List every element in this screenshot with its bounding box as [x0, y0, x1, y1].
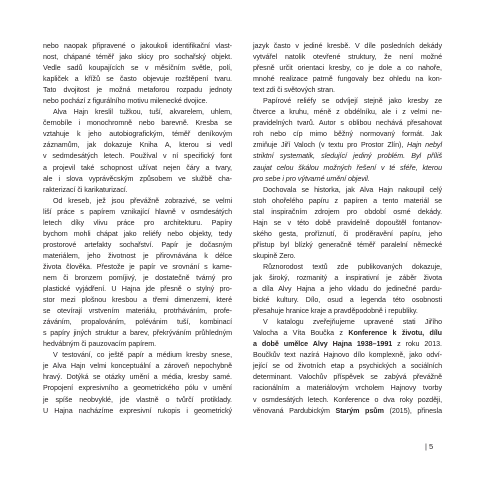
left-text-column	[43, 41, 232, 417]
text-line: nem či bronzem pomíjivý, je dostatečně tvárný pro	[43, 273, 232, 282]
text-line: Různorodost textů zde publikovaných dokazuje,	[263, 262, 442, 271]
text-line: hravý. Dotýká se otázky umění a média, kresby samé.	[43, 373, 232, 382]
text-line: pro sebe i pro výtvarné umění objevil.	[253, 174, 370, 183]
text-line: černobíle i monochromně nebo barevně. Kresba se	[43, 119, 232, 128]
text-line: ale i slova vyprávěcským způsobem ve službě cha-	[43, 174, 232, 183]
text-line: V testování, co ještě papír a médium kresby snese,	[53, 351, 232, 360]
text-line: přesně určit orientaci kresby, co je dole a co nahoře,	[253, 64, 442, 73]
text-line: přesahuje hranice kraje a pravděpodobně i republiky.	[253, 307, 418, 316]
text-line: v osmdesátých letech. Konference o dva roky později,	[253, 395, 442, 404]
text-line: vytvářel natolik otevřené struktury, že není možné	[253, 53, 442, 62]
text-line: racionálním a materiálovým vrcholem Hajnovy tvorby	[253, 384, 442, 393]
text-line: skupině Zero.	[253, 251, 296, 260]
text-line: Tato dvojitost je možná metaforou rozpadu jednoty	[43, 86, 232, 95]
text-line: pravidelných tvarů. Autor s oblibou nechává přesahovat	[253, 119, 442, 128]
text-line: Propojení expresivního a geometrického pólu v umění	[43, 384, 232, 393]
text-line: je spíše neobvyklé, jde vlastně o tvůrčí protiklady.	[43, 395, 232, 404]
text-line: a díla Alvy Hajna a jeho vkladu do jedinečné pardu-	[253, 285, 442, 294]
text-line: nebo naopak připravené o jakoukoli identifikační vlast-	[43, 42, 232, 50]
text-line: jazyk často v jediné kresbě. V díle posledních dekády	[253, 42, 442, 50]
text-line: a projevil také schopnost užívat nejen čáry a tvary,	[43, 163, 232, 172]
text-line: jak široký, rozmanitý a inspirativní je záběr života	[253, 273, 442, 282]
text-line: je Alva Hajn velmi konceptuální a zároveň nepochybně	[43, 362, 232, 371]
text-line: plastické vyjádření. U Hajna jde přesně o stylný pro-	[43, 285, 232, 294]
text-line: přístup byl blízký generačně téměř paralelní německé	[253, 240, 442, 249]
text-line: Valocha a Víta Boučka z Konference k životu, dílu	[253, 329, 442, 338]
text-line: letech díky vlivu práce pro architekturu. Papíry	[43, 218, 232, 227]
text-line: kapliček a křížů se často objevuje rozštěpení tvaru.	[43, 75, 232, 84]
text-line: jející se od životních etap a psychických a sociálních	[253, 362, 442, 371]
text-line: ského gesta, proříznutí, či proděravění papíru, jeho	[253, 229, 442, 238]
text-line: Papírové reliéfy se odvíjejí stejně jako kresby ze	[263, 97, 442, 106]
text-line: prostorové artefakty sochařství. Papír je dočasným	[43, 240, 232, 249]
text-line: nebo pochází z figurálního motivu milenecké dvojice.	[43, 97, 208, 106]
text-line: Boučkův text nazírá Hajnovo dílo komplexně, jako odví-	[253, 351, 442, 360]
text-line: a době umělce Alvy Hajna 1938–1991 z roku 2013.	[253, 340, 442, 349]
text-line: zmiňuje Jiří Valoch (v textu pro Prostor Zlín), Hajn nebyl	[253, 141, 442, 150]
text-line: s papíry jiných struktur a barev, překrýváním průhledným	[43, 329, 232, 338]
right-text-column	[253, 41, 442, 417]
text-line: Dochovala se historka, jak Alva Hajn nakoupil celý	[263, 185, 442, 194]
text-line: stal inspiračním zdrojem pro období osmé dekády.	[253, 207, 442, 216]
text-line: stor mezi plošnou kresbou a třemi dimenzemi, které	[43, 296, 232, 305]
text-line: mnohé realizace patrně fungovaly bez ohledu na kon-	[253, 75, 442, 84]
text-line: v sedmdesátých letech. Používal v ní specifický font	[43, 152, 232, 161]
text-line: záznamům, jak dokazuje Kniha A, kterou si vedl	[43, 141, 232, 150]
text-line: Alva Hajn kreslil tužkou, tuší, akvarelem, uhlem,	[53, 108, 232, 117]
text-line: hedvábným či pauzovacím papírem.	[43, 340, 157, 349]
text-line: Vedle sadů koupajících se v měsíčním světle, polí,	[43, 64, 232, 73]
text-line: vztahuje k jeho autobiografickým, téměř deníkovým	[43, 130, 232, 139]
text-line: bické kultury. Dílo, osud a legenda této osobnosti	[253, 296, 442, 305]
text-line: záváním, propalováním, polévánim tuší, kombinací	[43, 318, 232, 327]
text-line: V katalogu zveřejňujeme upravené stati Jiřího	[263, 318, 442, 327]
text-line: zaujat celou škálou možných řešení v té sféře, kterou	[253, 163, 442, 172]
text-line: Hajn se v této době pravidelně dopouštěl fontanov-	[253, 218, 442, 227]
text-line: liší práce s papírem vznikající hlavně v osmdesátých	[43, 207, 232, 216]
page-number: | 5	[425, 442, 434, 451]
text-line: U Hajna nacházíme expresivní rukopis i geometrický	[43, 406, 232, 415]
text-line: materiálem, jeho životnost je přirovnávána k délce	[43, 251, 232, 260]
text-line: determinant. Valochův příspěvek se zabývá převážně	[253, 373, 442, 382]
text-line: rakterizací či karikaturizací.	[43, 185, 128, 194]
text-line: striktní systematik, sledující jediný problém. Byl příliš	[253, 152, 442, 161]
text-line: věnovaná Pardubickým Starým psům (2015), přinesla	[253, 406, 442, 415]
text-line: se otevírají vrstvením materiálu, protrháváním, profe-	[43, 307, 232, 316]
text-line: života člověka. Přestože je papír ve srovnání s kame-	[43, 262, 232, 271]
text-line: nost, chápané téměř jako skicy pro sochařský objekt.	[43, 53, 232, 62]
text-line: roh nebo cíp mimo běžný normovaný formát. Jak	[253, 130, 442, 139]
text-line: čtverce a kruhu, méně z obdélníku, ale i z velmi ne-	[253, 108, 442, 117]
text-line: stoh ohořelého papíru z papíren a tento materiál se	[253, 196, 442, 205]
text-line: bychom mohli chápat jako reliéfy nebo objekty, tedy	[43, 229, 232, 238]
text-line: Od kreseb, jež jsou převážně zobrazivé, se velmi	[53, 196, 232, 205]
text-line: text zdi či světových stran.	[253, 86, 335, 95]
